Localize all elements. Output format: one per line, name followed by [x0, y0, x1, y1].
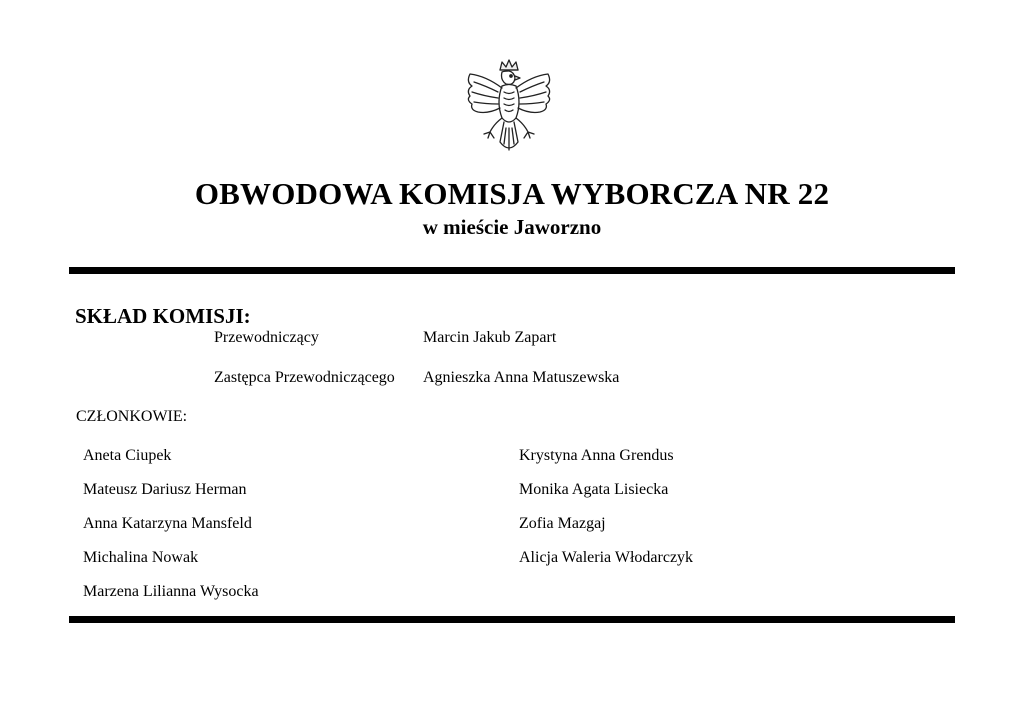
member-name: Alicja Waleria Włodarczyk: [519, 549, 694, 566]
member-name: Mateusz Dariusz Herman: [83, 481, 247, 498]
member-name: Michalina Nowak: [83, 549, 199, 566]
member-name: Krystyna Anna Grendus: [519, 447, 674, 464]
composition-heading: SKŁAD KOMISJI:: [75, 304, 251, 328]
chair-name: Marcin Jakub Zapart: [423, 329, 557, 346]
member-name: Zofia Mazgaj: [519, 515, 606, 532]
member-name: Anna Katarzyna Mansfeld: [83, 515, 252, 532]
polish-white-eagle-icon: [462, 58, 556, 158]
member-name: Monika Agata Lisiecka: [519, 481, 669, 498]
top-divider: [69, 267, 955, 274]
member-name: Marzena Lilianna Wysocka: [83, 583, 259, 600]
member-name: Aneta Ciupek: [83, 447, 172, 464]
deputy-role: Zastępca Przewodniczącego: [214, 369, 395, 386]
chair-role: Przewodniczący: [214, 329, 319, 346]
members-heading: CZŁONKOWIE:: [76, 408, 188, 425]
commission-title: OBWODOWA KOMISJA WYBORCZA NR 22: [194, 176, 830, 211]
deputy-name: Agnieszka Anna Matuszewska: [423, 369, 620, 386]
commission-location: w mieście Jaworzno: [422, 215, 602, 239]
bottom-divider: [69, 616, 955, 623]
